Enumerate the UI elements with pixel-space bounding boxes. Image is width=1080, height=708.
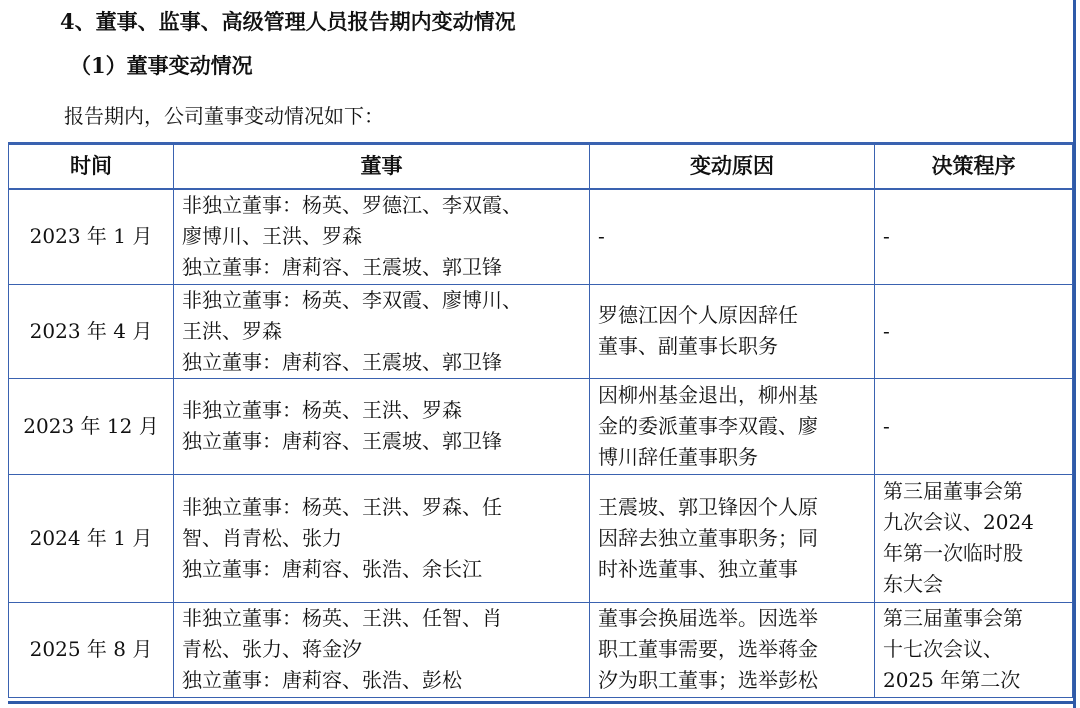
cell-reason bbox=[590, 378, 875, 474]
cell-reason bbox=[590, 284, 875, 378]
cell-procedure bbox=[875, 189, 1073, 284]
cell-directors bbox=[174, 378, 590, 474]
cell-directors bbox=[174, 284, 590, 378]
text-line: 因辞去独立董事职务；同 bbox=[598, 525, 818, 550]
text-line: 廖博川、王洪、罗森 bbox=[182, 224, 362, 249]
text-line: 第三届董事会第 bbox=[883, 605, 1023, 630]
table-row bbox=[9, 189, 1073, 284]
cell-time: 2023 年 12 月 bbox=[9, 378, 174, 474]
cell-procedure bbox=[875, 602, 1073, 697]
cell-directors bbox=[174, 189, 590, 284]
text-line: 因柳州基金退出，柳州基 bbox=[598, 382, 818, 407]
text-line: 独立董事：唐莉容、王震坡、郭卫锋 bbox=[182, 349, 502, 374]
text-line: 九次会议、2024 bbox=[883, 510, 1034, 534]
text-line: 独立董事：唐莉容、张浩、余长江 bbox=[182, 556, 482, 581]
text-line: 青松、张力、蒋金汐 bbox=[182, 636, 362, 661]
director-change-table bbox=[8, 142, 1073, 698]
text-line: 罗德江因个人原因辞任 bbox=[598, 303, 798, 327]
cell-procedure bbox=[875, 474, 1073, 602]
cell-reason bbox=[590, 474, 875, 602]
header-directors: 董事 bbox=[174, 144, 590, 190]
text-line: 时补选董事、独立董事 bbox=[598, 556, 798, 581]
text-line: 2025 年第二次 bbox=[883, 667, 1021, 692]
subsection-heading: （1）董事变动情况 bbox=[70, 53, 253, 78]
header-procedure: 决策程序 bbox=[875, 144, 1073, 190]
cell-directors bbox=[174, 602, 590, 697]
cell-reason bbox=[590, 602, 875, 697]
cell-procedure bbox=[875, 378, 1073, 474]
text-line: 第三届董事会第 bbox=[883, 479, 1023, 503]
page-bottom-rule bbox=[8, 701, 1074, 704]
header-time: 时间 bbox=[9, 144, 174, 190]
cell-reason bbox=[590, 189, 875, 284]
table-header-row bbox=[9, 144, 1073, 190]
cell-time: 2023 年 1 月 bbox=[9, 189, 174, 284]
text-line: - bbox=[883, 413, 890, 438]
text-line: 董事会换届选举。因选举 bbox=[598, 605, 818, 630]
table-row bbox=[9, 602, 1073, 697]
text-line: 非独立董事：杨英、王洪、罗森、任 bbox=[182, 494, 502, 519]
cell-time: 2023 年 4 月 bbox=[9, 284, 174, 378]
text-line: 独立董事：唐莉容、王震坡、郭卫锋 bbox=[182, 429, 502, 453]
text-line: 职工董事需要，选举蒋金 bbox=[598, 636, 818, 661]
text-line: 非独立董事：杨英、王洪、罗森 bbox=[182, 398, 462, 422]
text-line: 王洪、罗森 bbox=[182, 318, 282, 343]
text-line: 十七次会议、 bbox=[883, 636, 1003, 661]
text-line: 独立董事：唐莉容、王震坡、郭卫锋 bbox=[182, 255, 502, 280]
text-line: - bbox=[883, 318, 890, 343]
intro-paragraph: 报告期内，公司董事变动情况如下： bbox=[64, 104, 384, 128]
text-line: 金的委派董事李双霞、廖 bbox=[598, 413, 818, 438]
text-line: 汐为职工董事；选举彭松 bbox=[598, 667, 818, 692]
table-row bbox=[9, 474, 1073, 602]
cell-directors bbox=[174, 474, 590, 602]
section-heading: 4、董事、监事、高级管理人员报告期内变动情况 bbox=[60, 9, 516, 34]
text-line: 非独立董事：杨英、罗德江、李双霞、 bbox=[182, 193, 522, 218]
text-line: 智、肖青松、张力 bbox=[182, 525, 342, 550]
text-line: 独立董事：唐莉容、张浩、彭松 bbox=[182, 667, 462, 692]
text-line: 非独立董事：杨英、王洪、任智、肖 bbox=[182, 605, 502, 630]
text-line: 东大会 bbox=[883, 572, 943, 596]
text-line: - bbox=[883, 224, 890, 249]
header-reason: 变动原因 bbox=[590, 144, 875, 190]
text-line: 王震坡、郭卫锋因个人原 bbox=[598, 494, 818, 519]
text-line: - bbox=[598, 224, 605, 249]
text-line: 博川辞任董事职务 bbox=[598, 444, 758, 469]
table-row bbox=[9, 378, 1073, 474]
page-right-rule bbox=[1073, 0, 1076, 708]
text-line: 非独立董事：杨英、李双霞、廖博川、 bbox=[182, 287, 522, 312]
text-line: 董事、副董事长职务 bbox=[598, 334, 778, 358]
text-line: 年第一次临时股 bbox=[883, 541, 1023, 565]
cell-time: 2025 年 8 月 bbox=[9, 602, 174, 697]
cell-time: 2024 年 1 月 bbox=[9, 474, 174, 602]
cell-procedure bbox=[875, 284, 1073, 378]
table-row bbox=[9, 284, 1073, 378]
